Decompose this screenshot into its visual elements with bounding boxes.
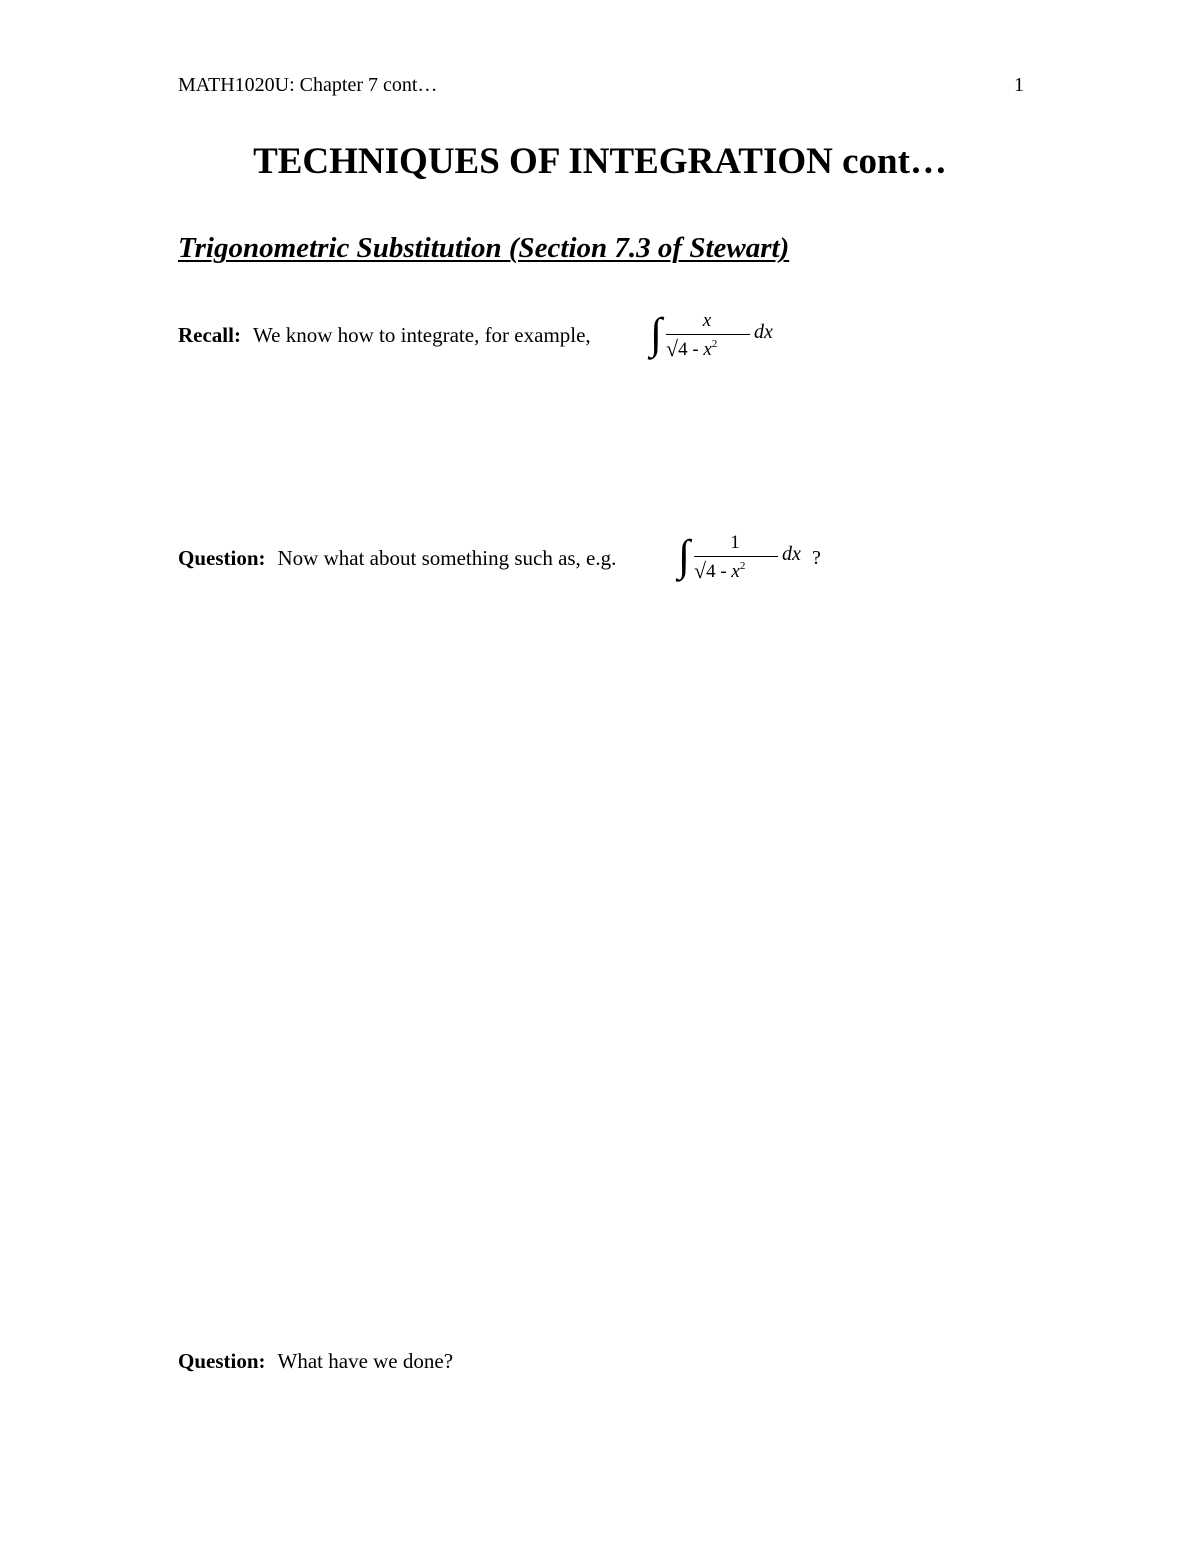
question-label-1: Question:	[178, 546, 266, 570]
question-label-2: Question:	[178, 1349, 266, 1373]
integral-sign: ∫	[678, 531, 691, 580]
question-text-2: What have we done?	[277, 1349, 454, 1373]
page-header	[178, 74, 1024, 102]
formula-denominator	[694, 557, 745, 583]
radical-icon: √	[694, 558, 707, 583]
page-number: 1	[1014, 74, 1024, 96]
formula-numerator: x	[702, 310, 712, 331]
denominator-variable: x	[703, 339, 712, 360]
question-text-1: Now what about something such as, e.g.	[277, 546, 617, 570]
integral-sign: ∫	[650, 309, 663, 358]
denominator-variable: x	[731, 561, 740, 582]
recall-label: Recall:	[178, 323, 241, 347]
formula-dx: dx	[782, 543, 801, 565]
question-paragraph-1	[178, 546, 616, 571]
question-paragraph-2	[178, 1349, 453, 1374]
question-mark: ?	[812, 547, 821, 569]
header-course-chapter: MATH1020U: Chapter 7 cont…	[178, 74, 438, 96]
formula-denominator	[666, 335, 717, 361]
recall-text: We know how to integrate, for example,	[252, 323, 591, 347]
radical-icon: √	[666, 336, 679, 361]
section-heading: Trigonometric Substitution (Section 7.3 of Stewart)	[178, 232, 790, 264]
formula-numerator: 1	[730, 532, 740, 553]
exponent: 2	[739, 560, 746, 572]
page-title: TECHNIQUES OF INTEGRATION cont…	[253, 141, 947, 182]
question-integral-formula	[678, 531, 838, 590]
recall-paragraph	[178, 323, 591, 348]
recall-integral-formula	[650, 309, 790, 368]
formula-dx: dx	[754, 321, 773, 343]
denominator-constant: 4 -	[706, 561, 727, 582]
denominator-constant: 4 -	[678, 339, 699, 360]
exponent: 2	[711, 338, 718, 350]
